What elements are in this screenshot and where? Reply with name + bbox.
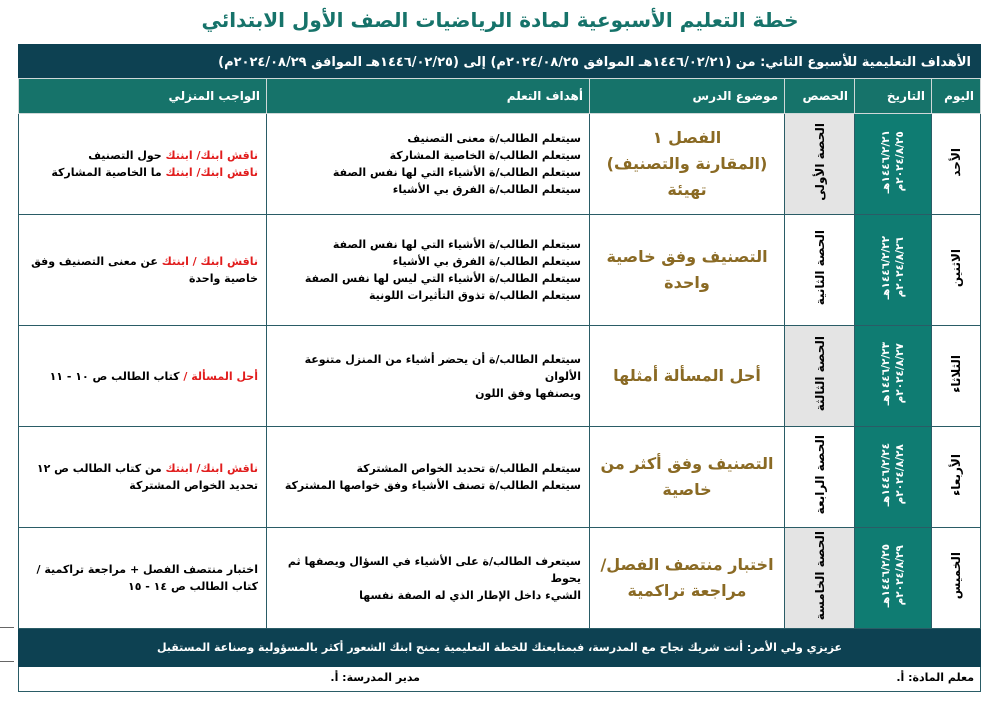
table-row — [19, 114, 981, 215]
day-label: الاثنين — [949, 248, 963, 288]
topic-line: التصنيف وفق خاصية — [606, 247, 768, 266]
topic-cell — [590, 215, 785, 326]
period-label: الحصة الثانية — [812, 230, 827, 306]
date-hijri: ١٤٤٦/٢/٢٢هـ — [880, 236, 892, 300]
homework-text: كتاب الطالب ص ١٠ - ١١ — [49, 369, 184, 383]
table-row — [19, 326, 981, 427]
date-cell — [855, 114, 932, 215]
date-stack — [879, 443, 907, 506]
date-gregorian: ٢٠٢٤/٨/٢٧م — [894, 343, 906, 405]
header-period: الحصص — [785, 79, 855, 114]
period-label: الحصة الرابعة — [812, 435, 827, 515]
goal-line: سيتعلم الطالب/ة الفرق بي الأشياء — [392, 183, 581, 196]
topic-cell — [590, 326, 785, 427]
weekly-plan — [18, 44, 981, 692]
period-label: الحصة الأولى — [812, 123, 827, 201]
date-cell — [855, 215, 932, 326]
date-cell — [855, 528, 932, 629]
day-label: الثلاثاء — [949, 355, 963, 393]
plan-table — [18, 78, 981, 629]
homework-text: من كتاب الطالب ص ١٢ تحديد الخواص المشتركة — [36, 462, 258, 492]
goal-line: سيتعلم الطالب/ة تصنف الأشياء وفق خواصها المشتركة — [284, 479, 581, 492]
goal-line: الشيء داخل الإطار الذي له الصفة نفسها — [359, 588, 581, 602]
period-label: الحصة الثالثة — [812, 336, 827, 412]
goal-line: سيتعلم الطالب/ة الأشياء التي ليس لها نفس الصفة — [304, 272, 581, 285]
homework-line — [27, 561, 258, 595]
goal-line: سيتعلم الطالب/ة أن يحضر أشياء من المنزل متنوعة الألوان — [304, 352, 581, 383]
homework-line — [27, 164, 258, 181]
homework-highlight: ناقش ابنك/ ابنتك — [165, 149, 258, 162]
topic-line: التصنيف وفق أكثر من — [600, 454, 774, 473]
goal-line: ويصنفها وفق اللون — [475, 386, 581, 400]
goals-cell — [267, 114, 590, 215]
table-row — [19, 427, 981, 528]
topic-line: اختبار منتصف الفصل/ — [600, 555, 774, 574]
day-label: الأحد — [949, 147, 963, 177]
day-label: الخميس — [949, 552, 963, 600]
date-hijri: ١٤٤٦/٢/٢٣هـ — [880, 342, 892, 406]
page-title: خطة التعليم الأسبوعية لمادة الرياضيات الصف الأول الابتدائي — [201, 8, 799, 32]
period-label: الحصة الخامسة — [812, 531, 827, 621]
header-goals: أهداف التعلم — [267, 79, 590, 114]
parent-note: عزيزي ولي الأمر: أنت شريك نجاح مع المدرسة، فبمتابعتك للخطة التعليمية يمنح ابنك الشعور أكثر بالمسؤولية وصناعة المستقبل — [18, 629, 981, 667]
homework-text: حول التصنيف — [88, 149, 166, 162]
goal-line: سيتعرف الطالب/ة على الأشياء في السؤال ويصفها ثم يحوط — [287, 554, 581, 585]
date-hijri: ١٤٤٦/٢/٢١هـ — [880, 130, 892, 194]
week-objective: الأهداف التعليمية للأسبوع الثاني: من (١٤٤٦/٠٢/٢١هـ الموافق ٢٠٢٤/٠٨/٢٥م) إلى (١٤٤٦/٠٢/٢٥هـ الموافق ٢٠٢٤/٠٨/٢٩م) — [18, 44, 981, 78]
topic-line: واحدة — [664, 273, 710, 292]
homework-cell — [19, 427, 267, 528]
header-date: التاريخ — [855, 79, 932, 114]
topic-cell — [590, 114, 785, 215]
principal-signature: مدير المدرسة: أ. — [330, 671, 420, 684]
header-day: اليوم — [932, 79, 981, 114]
date-gregorian: ٢٠٢٤/٨/٢٩م — [894, 545, 906, 607]
signature-footer — [18, 667, 981, 692]
date-hijri: ١٤٤٦/٢/٢٤هـ — [880, 443, 892, 507]
goal-line: سيتعلم الطالب/ة الأشياء التي لها نفس الصفة — [332, 238, 581, 251]
day-cell — [932, 114, 981, 215]
date-stack — [879, 236, 907, 299]
table-row — [19, 215, 981, 326]
day-cell — [932, 427, 981, 528]
header-topic: موضوع الدرس — [590, 79, 785, 114]
teacher-signature: معلم المادة: أ. — [896, 671, 974, 684]
date-gregorian: ٢٠٢٤/٨/٢٨م — [894, 444, 906, 506]
topic-cell — [590, 528, 785, 629]
goals-cell — [267, 215, 590, 326]
table-row — [19, 528, 981, 629]
date-gregorian: ٢٠٢٤/٨/٢٦م — [894, 237, 906, 299]
homework-line — [27, 460, 258, 494]
goals-cell — [267, 427, 590, 528]
period-cell — [785, 326, 855, 427]
day-cell — [932, 326, 981, 427]
plan-body — [19, 114, 981, 629]
day-cell — [932, 528, 981, 629]
date-cell — [855, 326, 932, 427]
topic-line: تهيئة — [667, 180, 707, 199]
date-hijri: ١٤٤٦/٢/٢٥هـ — [880, 544, 892, 608]
goal-line: سيتعلم الطالب/ة معنى التصنيف — [407, 132, 581, 145]
period-cell — [785, 528, 855, 629]
topic-line: الفصل ١ — [652, 128, 722, 147]
goal-line: سيتعلم الطالب/ة الفرق بي الأشياء — [392, 255, 581, 268]
goal-line: سيتعلم الطالب/ة الأشياء التي لها نفس الصفة — [332, 166, 581, 179]
homework-line — [27, 368, 258, 385]
homework-cell — [19, 326, 267, 427]
header-row — [19, 79, 981, 114]
homework-highlight: ناقش ابنك/ ابنتك — [165, 462, 258, 475]
topic-line: أحل المسألة أمثلها — [613, 366, 761, 385]
date-stack — [879, 342, 907, 405]
margin-mark — [0, 627, 14, 628]
period-cell — [785, 427, 855, 528]
goal-line: سيتعلم الطالب/ة الخاصية المشاركة — [389, 149, 581, 162]
homework-line — [27, 253, 258, 287]
period-cell — [785, 215, 855, 326]
goals-cell — [267, 528, 590, 629]
date-stack — [879, 130, 907, 193]
topic-line: (المقارنة والتصنيف) — [606, 154, 768, 173]
period-cell — [785, 114, 855, 215]
date-cell — [855, 427, 932, 528]
topic-cell — [590, 427, 785, 528]
day-label: الأربعاء — [949, 454, 963, 496]
day-cell — [932, 215, 981, 326]
homework-text: ما الخاصية المشاركة — [51, 166, 166, 179]
homework-text: اختبار منتصف الفصل + مراجعة تراكمية / كتاب الطالب ص ١٤ - ١٥ — [36, 563, 258, 593]
homework-highlight: أحل المسألة / — [183, 369, 258, 383]
homework-line — [27, 147, 258, 164]
goals-cell — [267, 326, 590, 427]
homework-text: عن معنى التصنيف وفق خاصية واحدة — [31, 255, 258, 285]
goal-line: سيتعلم الطالب/ة تحديد الخواص المشتركة — [356, 462, 581, 475]
homework-highlight: ناقش ابنك / ابنتك — [161, 255, 258, 268]
margin-mark — [0, 661, 14, 662]
goal-line: سيتعلم الطالب/ة تذوق التأثيرات اللونية — [368, 289, 581, 302]
homework-cell — [19, 215, 267, 326]
header-homework: الواجب المنزلي — [19, 79, 267, 114]
homework-highlight: ناقش ابنك/ ابنتك — [165, 166, 258, 179]
topic-line: خاصية — [662, 480, 712, 499]
topic-line: مراجعة تراكمية — [627, 581, 747, 600]
date-stack — [879, 544, 907, 607]
homework-cell — [19, 114, 267, 215]
date-gregorian: ٢٠٢٤/٨/٢٥م — [894, 131, 906, 193]
homework-cell — [19, 528, 267, 629]
